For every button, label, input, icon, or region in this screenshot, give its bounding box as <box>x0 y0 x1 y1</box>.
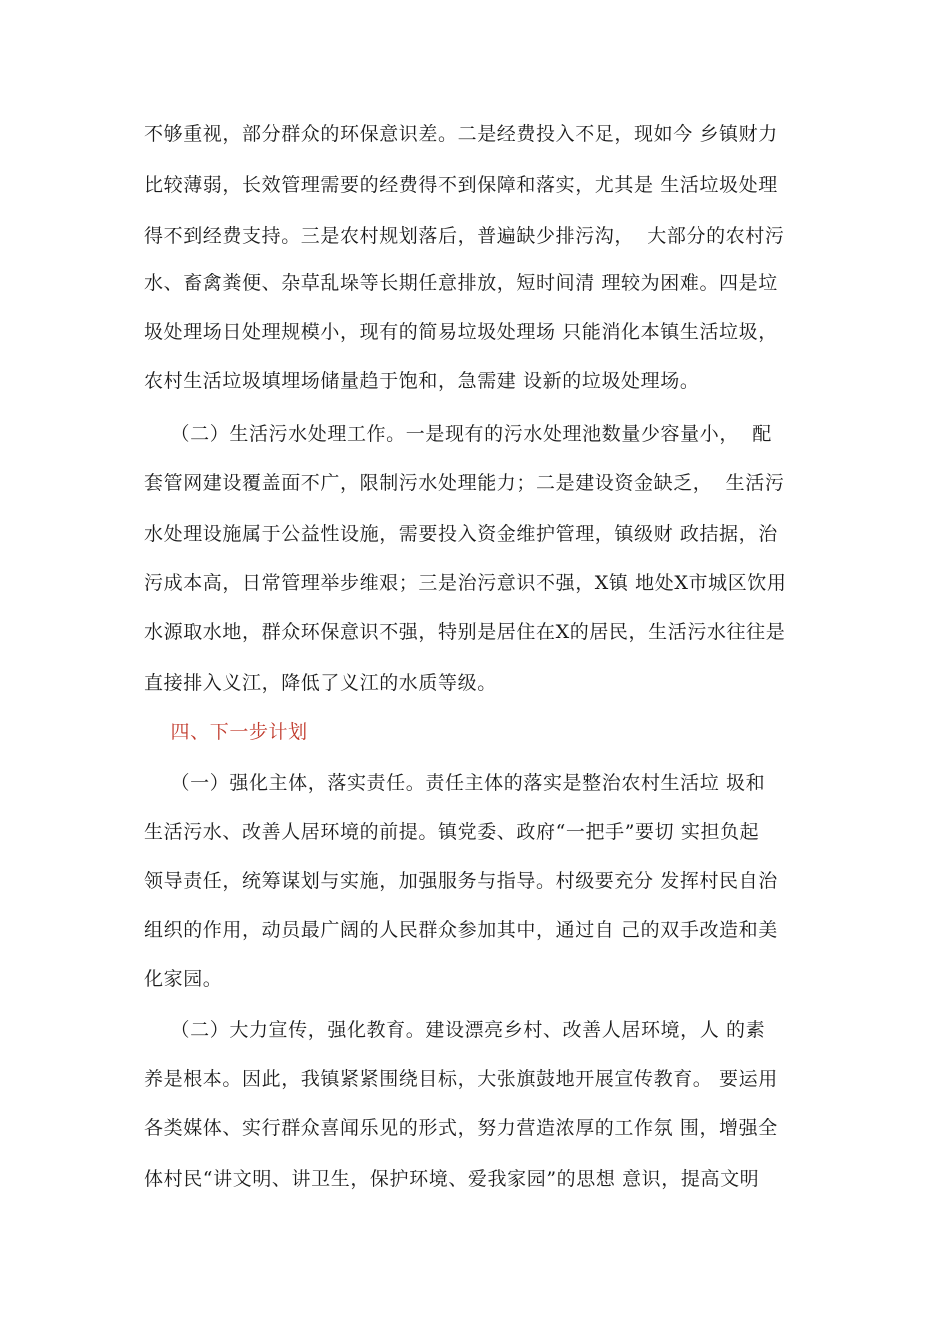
paragraph-line: （二）生活污水处理工作。一是现有的污水处理池数量少容量小， 配 <box>144 423 772 445</box>
paragraph-line: 得不到经费支持。三是农村规划落后，普遍缺少排污沟， 大部分的农村污 <box>144 225 785 247</box>
paragraph-line: 生活污水、改善人居环境的前提。镇党委、政府“一把手”要切 实担负起 <box>144 821 760 843</box>
paragraph-line: 水处理设施属于公益性设施，需要投入资金维护管理，镇级财 政拮据，治 <box>144 523 778 545</box>
paragraph-line: 套管网建设覆盖面不广，限制污水处理能力；二是建设资金缺乏， 生活污 <box>144 472 785 494</box>
paragraph-line: 农村生活垃圾填埋场储量趋于饱和，急需建 设新的垃圾处理场。 <box>144 370 700 392</box>
paragraph-line: 养是根本。因此，我镇紧紧围绕目标，大张旗鼓地开展宣传教育。 要运用 <box>144 1068 778 1090</box>
paragraph-line: 组织的作用，动员最广阔的人民群众参加其中，通过自 己的双手改造和美 <box>144 919 778 941</box>
paragraph-line: 水源取水地，群众环保意识不强，特别是居住在X的居民，生活污水往往是 <box>144 621 786 643</box>
section-heading: 四、下一步计划 <box>144 721 308 743</box>
paragraph-line: 各类媒体、实行群众喜闻乐见的形式，努力营造浓厚的工作氛 围，增强全 <box>144 1117 778 1139</box>
paragraph-line: 不够重视，部分群众的环保意识差。二是经费投入不足，现如今 乡镇财力 <box>144 123 778 145</box>
paragraph-line: 直接排入义江，降低了义江的水质等级。 <box>144 672 497 694</box>
paragraph-line: 水、畜禽粪便、杂草乱垛等长期任意排放，短时间清 理较为困难。四是垃 <box>144 272 778 294</box>
paragraph-line: （一）强化主体，落实责任。责任主体的落实是整治农村生活垃 圾和 <box>144 772 766 794</box>
paragraph-line: 体村民“讲文明、讲卫生，保护环境、爱我家园”的思想 意识，提高文明 <box>144 1168 760 1190</box>
paragraph-line: 比较薄弱，长效管理需要的经费得不到保障和落实，尤其是 生活垃圾处理 <box>144 174 778 196</box>
paragraph-line: 化家园。 <box>144 968 223 990</box>
paragraph-line: 圾处理场日处理规模小，现有的简易垃圾处理场 只能消化本镇生活垃圾， <box>144 321 778 343</box>
paragraph-line: （二）大力宣传，强化教育。建设漂亮乡村、改善人居环境，人 的素 <box>144 1019 766 1041</box>
paragraph-line: 领导责任，统筹谋划与实施，加强服务与指导。村级要充分 发挥村民自治 <box>144 870 778 892</box>
paragraph-line: 污成本高，日常管理举步维艰；三是治污意识不强，X镇 地处X市城区饮用 <box>144 572 787 594</box>
